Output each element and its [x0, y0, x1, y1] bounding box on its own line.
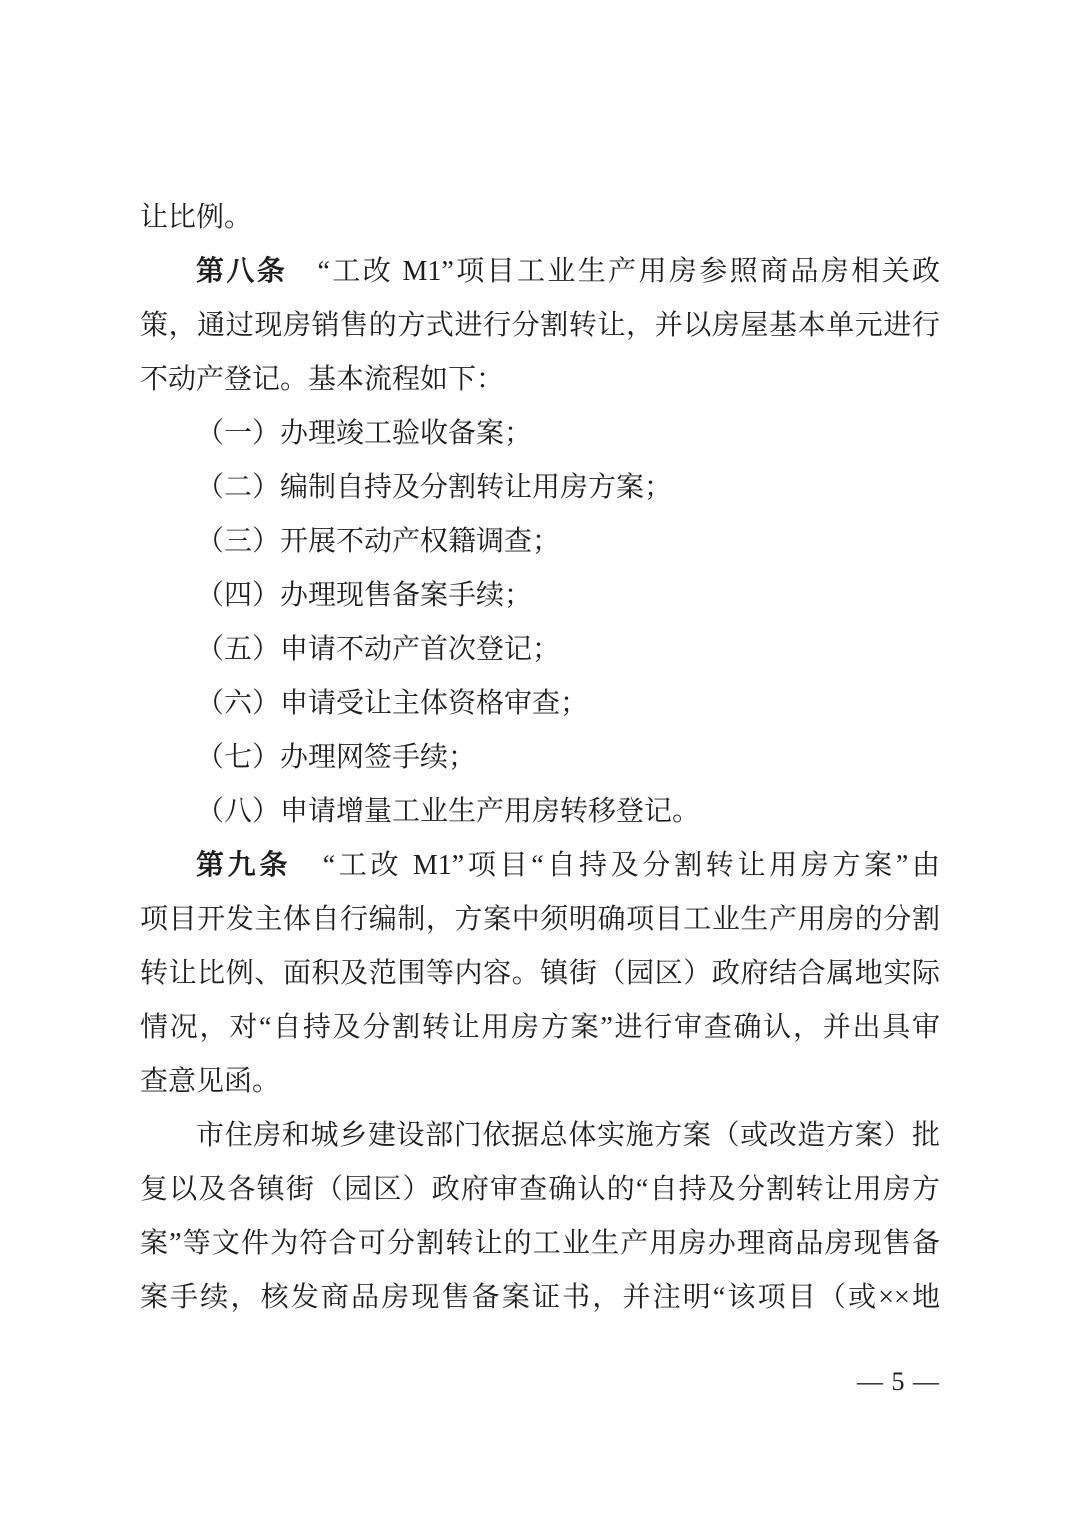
text-line: [140, 407, 940, 461]
text-run: 市住房和城乡建设部门依据总体实施方案（或改造方案）批: [196, 1120, 940, 1151]
article-heading: 第八条: [196, 256, 288, 287]
text-run: （七）办理网签手续；: [196, 742, 477, 773]
text-run: （六）申请受让主体资格审查；: [196, 688, 589, 719]
text-line: [140, 623, 940, 677]
text-line: [140, 731, 940, 785]
text-line: [140, 1217, 940, 1271]
text-line: [140, 839, 940, 893]
text-line: [140, 677, 940, 731]
text-run: 不动产登记。基本流程如下：: [140, 364, 505, 395]
text-line: [140, 893, 940, 947]
text-line: [140, 245, 940, 299]
text-run: （三）开展不动产权籍调查；: [196, 526, 561, 557]
text-run: 转让比例、面积及范围等内容。镇街（园区）政府结合属地实际: [140, 958, 940, 989]
text-run: “工改 M1”项目“自持及分割转让用房方案”由: [291, 850, 940, 881]
page-number: — 5 —: [857, 1367, 940, 1396]
text-line: [140, 569, 940, 623]
text-run: 复以及各镇街（园区）政府审查确认的“自持及分割转让用房方: [140, 1174, 940, 1205]
text-line: [140, 947, 940, 1001]
text-line: [140, 1163, 940, 1217]
text-line: [140, 1055, 940, 1109]
text-line: [140, 461, 940, 515]
text-run: 项目开发主体自行编制，方案中须明确项目工业生产用房的分割: [140, 904, 940, 935]
text-line: [140, 515, 940, 569]
text-run: 案”等文件为符合可分割转让的工业生产用房办理商品房现售备: [140, 1228, 940, 1259]
text-run: （八）申请增量工业生产用房转移登记。: [196, 796, 701, 827]
article-heading: 第九条: [196, 850, 292, 881]
text-run: （五）申请不动产首次登记；: [196, 634, 561, 665]
text-run: （一）办理竣工验收备案；: [196, 418, 533, 449]
document-body: [140, 191, 940, 1325]
text-run: 案手续，核发商品房现售备案证书，并注明“该项目（或××地: [140, 1282, 940, 1313]
text-run: 查意见函。: [140, 1066, 281, 1097]
text-line: [140, 353, 940, 407]
text-line: [140, 1271, 940, 1325]
text-run: （四）办理现售备案手续；: [196, 580, 533, 611]
text-run: （二）编制自持及分割转让用房方案；: [196, 472, 673, 503]
text-run: “工改 M1”项目工业生产用房参照商品房相关政: [287, 256, 940, 287]
text-line: [140, 299, 940, 353]
text-line: [140, 1109, 940, 1163]
text-run: 让比例。: [140, 202, 253, 233]
text-run: 策，通过现房销售的方式进行分割转让，并以房屋基本单元进行: [140, 310, 940, 341]
text-line: [140, 191, 940, 245]
text-run: 情况，对“自持及分割转让用房方案”进行审查确认，并出具审: [140, 1012, 940, 1043]
text-line: [140, 785, 940, 839]
text-line: [140, 1001, 940, 1055]
